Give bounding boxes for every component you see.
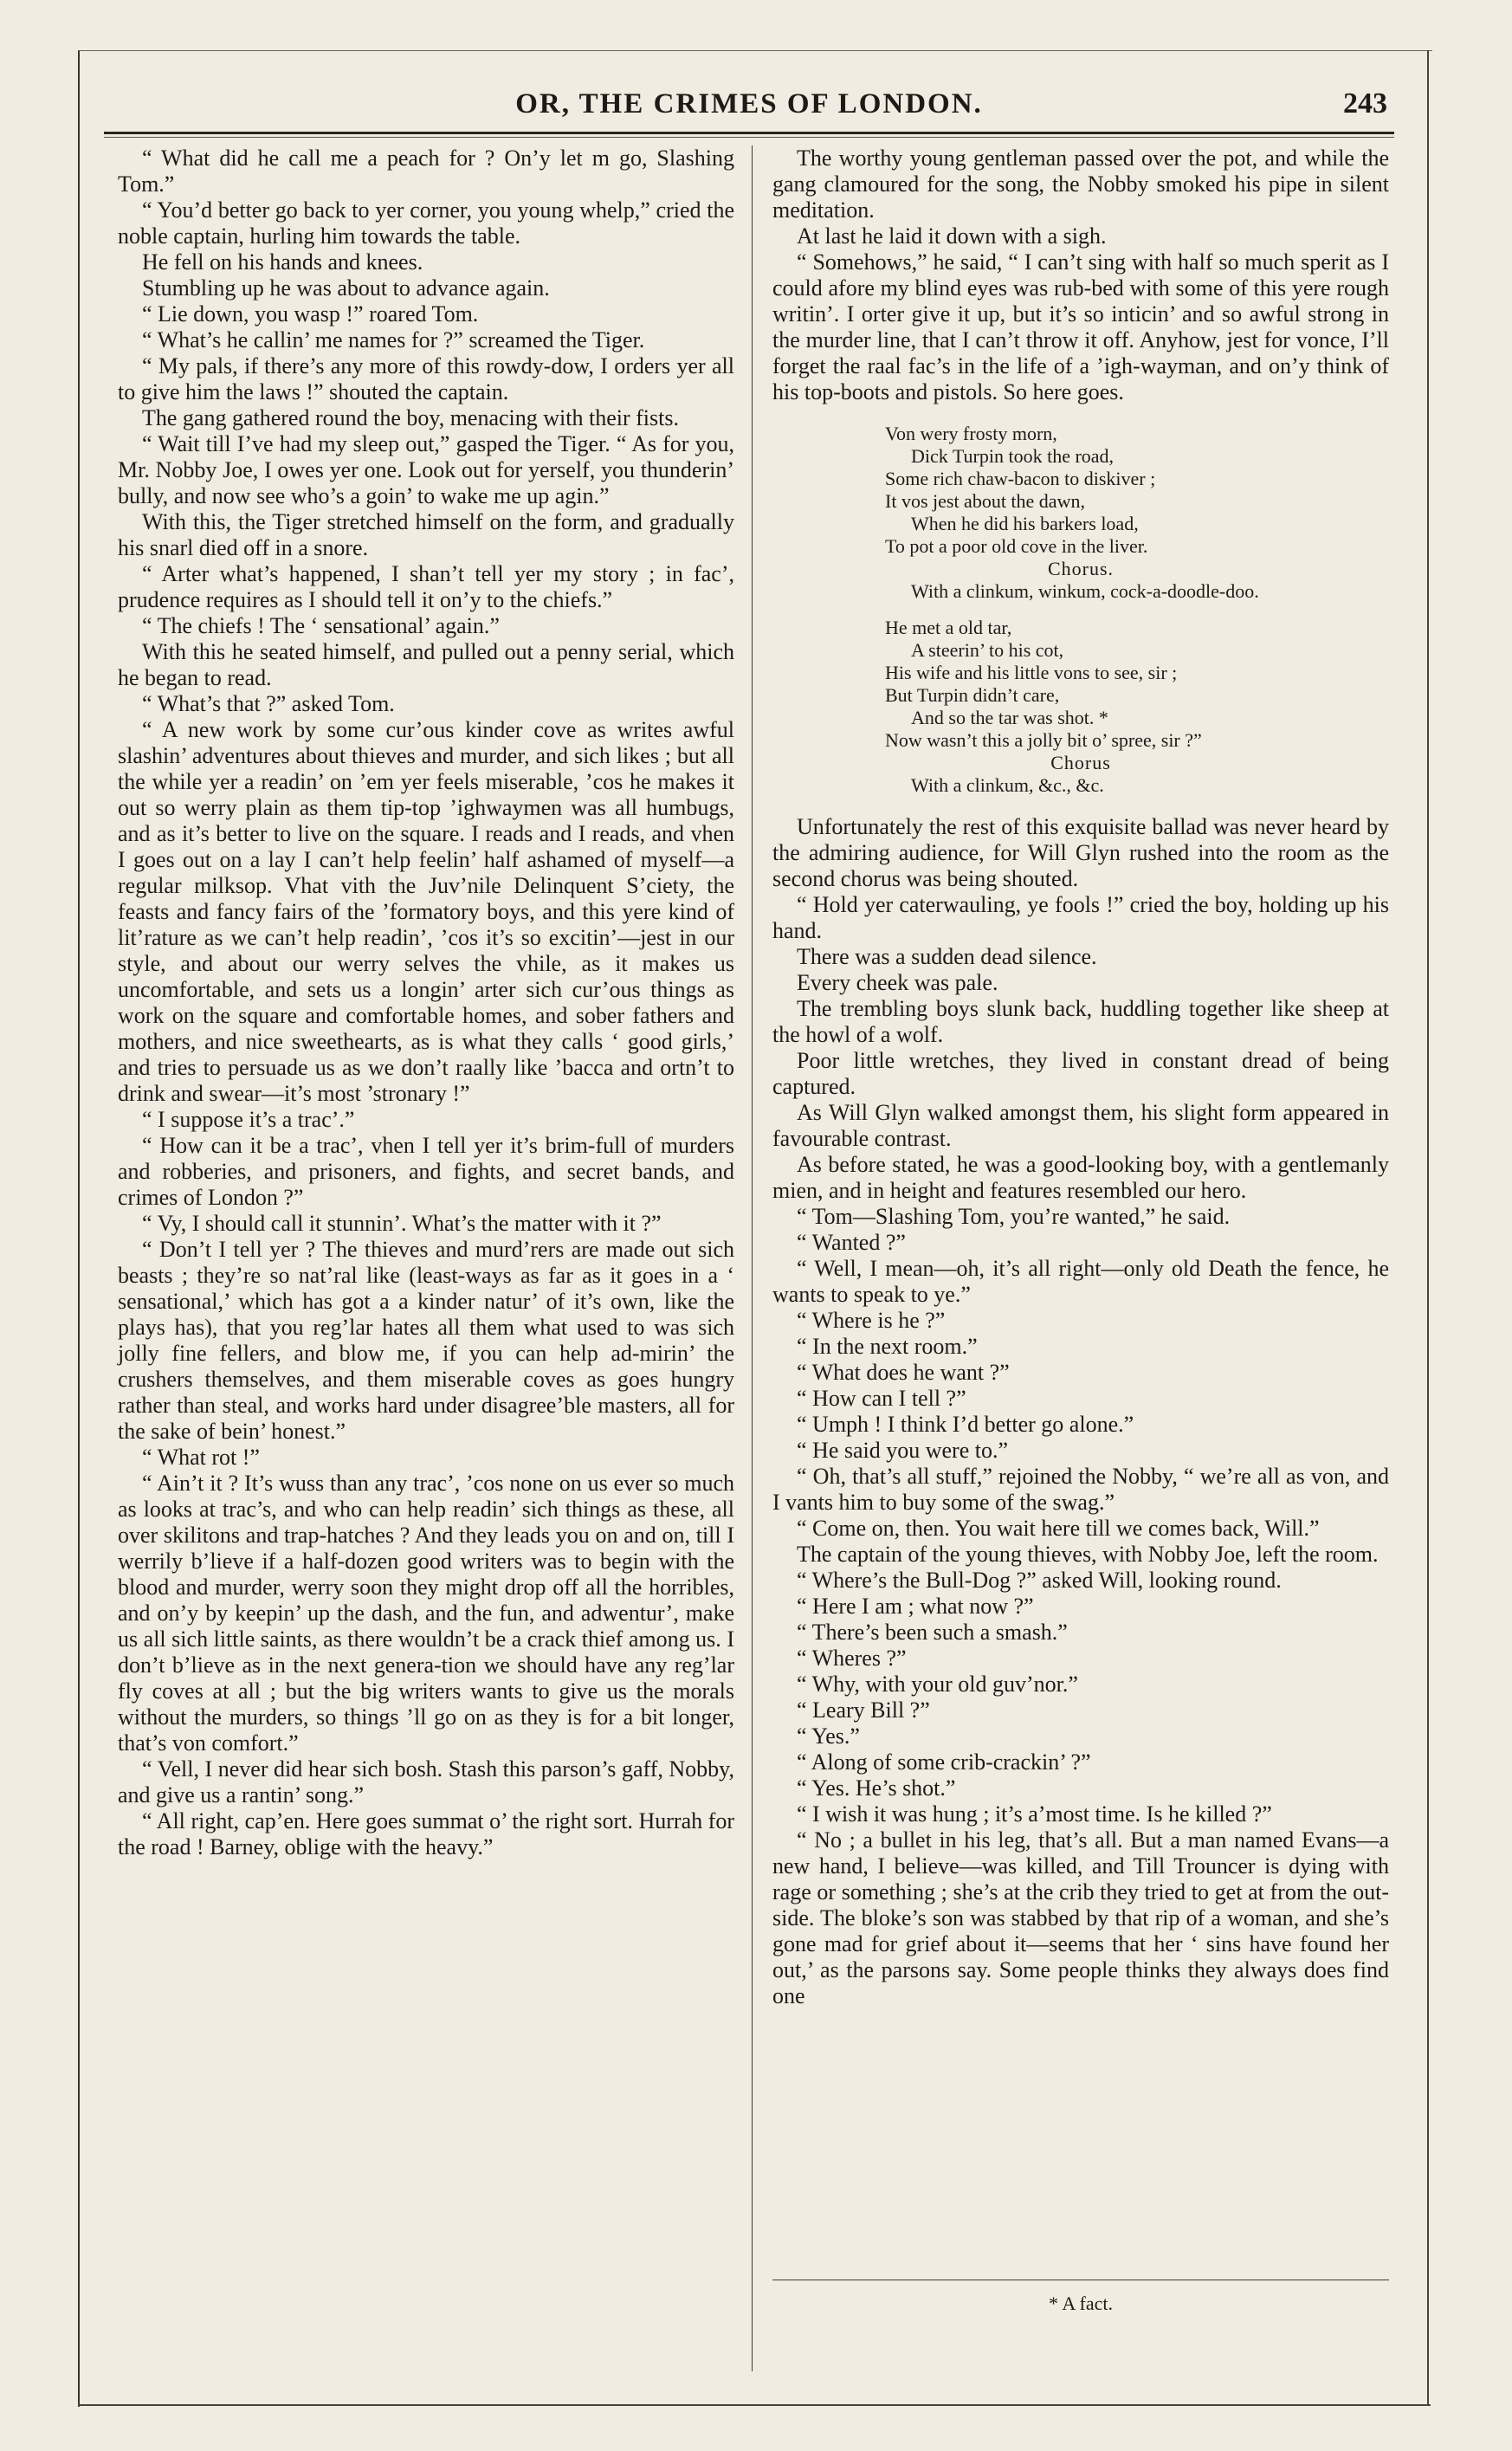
paragraph: Stumbling up he was about to advance again. — [142, 275, 550, 301]
verse-line: Some rich chaw-bacon to diskiver ; — [885, 468, 1156, 489]
paragraph: “ A new work by some cur’ous kinder cove as writes awful slashin’ adventures about thieves and murder, and sich likes ; but all the while yer a readin’ on ’em yer feels miserable, ’cos he makes it out so werry plain as them tip-top ’ighwaymen was all humbugs, and as it’s better to live on the square. I reads and I reads, and vhen I goes out on a lay I can’t help feelin’ half ashamed of myself—a regular milksop. Vhat vith the Juv’nile Delinquent S’ciety, the feasts and fancy fairs of the ’formatory boys, and this yere kind of lit’rature as we can’t help readin’, ’cos it’s so excitin’—jest in our style, and about our werry selves the vhile, as it makes us uncomfortable, and sets us a longin’ arter sich cur’ous things as work on the square and comfortable homes, and sober fathers and mothers, and nice sweethearts, as is what they calls ‘ good girls,’ and tries to persuade us as we don’t raally like ’bacca and ortn’t to drink and swear—it’s most ’stronary !” — [118, 717, 734, 1106]
paragraph: “ Ain’t it ? It’s wuss than any trac’, ’cos none on us ever so much as looks at trac’s, and who can help readin’ sich things as these, all over skilitons and trap-hatches ? And they leads you on and on, till I werrily b’lieve if a half-dozen good writers was to begin with the blood and murder, werry soon they might drop off all the horribles, and on’y by keepin’ up the dash, and the fun, and adwentur’, make us all sich little saints, as there wouldn’t be a crack thief among us. I don’t b’lieve as in the next genera-tion we should have any reg’lar fly coves at all ; but the big writers wants to give us the morals without the murders, so things ’ll go on as they is for a bit longer, that’s von comfort.” — [118, 1471, 734, 1756]
header-rule-thin — [104, 137, 1394, 138]
paragraph: “ How can it be a trac’, vhen I tell yer it’s brim-full of murders and robberies, and prisoners, and fights, and secret bands, and crimes of London ?” — [118, 1133, 734, 1210]
paragraph: “ I wish it was hung ; it’s a’most time. Is he killed ?” — [797, 1801, 1272, 1827]
paragraph: “ What did he call me a peach for ? On’y let m go, Slashing Tom.” — [118, 146, 734, 197]
paragraph: “ Tom—Slashing Tom, you’re wanted,” he said. — [797, 1204, 1231, 1229]
paragraph: He fell on his hands and knees. — [142, 249, 423, 275]
paragraph: “ What’s that ?” asked Tom. — [142, 691, 395, 716]
paragraph: “ My pals, if there’s any more of this rowdy-dow, I orders yer all to give him the laws !” shouted the captain. — [118, 353, 734, 404]
paragraph: “ Wait till I’ve had my sleep out,” gasped the Tiger. “ As for you, Mr. Nobby Joe, I owes yer one. Look out for yerself, you thunderin’ bully, and now see who’s a goin’ to wake me up agin.” — [118, 431, 734, 508]
paragraph: “ Here I am ; what now ?” — [797, 1594, 1034, 1619]
paragraph: “ How can I tell ?” — [797, 1386, 966, 1411]
left-column — [118, 146, 734, 1860]
footnote: * A fact. — [1049, 2293, 1113, 2314]
stanza — [772, 423, 1389, 603]
paragraph: Every cheek was pale. — [797, 970, 998, 995]
paragraph: “ What does he want ?” — [797, 1360, 1010, 1385]
paragraph: “ Lie down, you wasp !” roared Tom. — [142, 301, 479, 327]
paragraph: Poor little wretches, they lived in constant dread of being captured. — [772, 1048, 1389, 1099]
paragraph: “ Vy, I should call it stunnin’. What’s the matter with it ?” — [142, 1211, 662, 1236]
paragraph: “ Umph ! I think I’d better go alone.” — [797, 1412, 1134, 1437]
paragraph: “ Arter what’s happened, I shan’t tell yer my story ; in fac’, prudence requires as I should tell it on’y to the chiefs.” — [118, 561, 734, 612]
paragraph: “ Don’t I tell yer ? The thieves and murd’rers are made out sich beasts ; they’re so nat’ral like (least-ways as far as it goes in a ‘ sensational,’ which has got a a kinder natur’ of it’s own, like the plays has), that you reg’lar hates all them what used to was sich jolly fine fellers, and blow me, if you can help ad-mirin’ the crushers themselves, and them miserable coves as goes hungry rather than steal, and works hard under disagree’ble masters, all for the sake of bein’ honest.” — [118, 1237, 734, 1444]
verse-line: But Turpin didn’t care, — [885, 684, 1060, 706]
paragraph: The captain of the young thieves, with Nobby Joe, left the room. — [797, 1542, 1379, 1567]
verse-line: His wife and his little vons to see, sir ; — [885, 662, 1178, 683]
chorus-line: With a clinkum, winkum, cock-a-doodle-doo. — [911, 580, 1259, 602]
chorus-line: With a clinkum, &c., &c. — [911, 774, 1104, 796]
paragraph: The worthy young gentleman passed over the pot, and while the gang clamoured for the song, the Nobby smoked his pipe in silent meditation. — [772, 146, 1389, 223]
paragraph: As Will Glyn walked amongst them, his slight form appeared in favourable contrast. — [772, 1100, 1389, 1151]
header-rule — [104, 132, 1394, 134]
paragraph: “ No ; a bullet in his leg, that’s all. But a man named Evans—a new hand, I believe—was killed, and Till Trouncer is dying with rage or something ; she’s at the crib they tried to get at from the out-side. The bloke’s son was stabbed by that rip of a woman, and she’s gone mad for grief about it—seems that her ‘ sins have found her out,’ as the parsons say. Some people thinks they always does find one — [772, 1827, 1389, 2008]
verse-line: Dick Turpin took the road, — [911, 445, 1115, 467]
verse-line: Now wasn’t this a jolly bit o’ spree, sir ?” — [885, 729, 1202, 751]
paragraph: “ Why, with your old guv’nor.” — [797, 1672, 1078, 1697]
paragraph: “ There’s been such a smash.” — [797, 1620, 1068, 1645]
verse-line: Von wery frosty morn, — [885, 423, 1057, 444]
paragraph: The trembling boys slunk back, huddling together like sheep at the howl of a wolf. — [772, 996, 1389, 1047]
paragraph: “ The chiefs ! The ‘ sensational’ again.” — [142, 613, 500, 638]
paragraph: There was a sudden dead silence. — [797, 944, 1097, 969]
verse-line: To pot a poor old cove in the liver. — [885, 535, 1148, 557]
paragraph: “ Hold yer caterwauling, ye fools !” cried the boy, holding up his hand. — [772, 892, 1389, 943]
paragraph: “ What rot !” — [142, 1445, 260, 1470]
paragraph: “ Yes. He’s shot.” — [797, 1775, 956, 1801]
paragraph: “ I suppose it’s a trac’.” — [142, 1107, 355, 1132]
chorus-heading: Chorus. — [1047, 558, 1115, 579]
stanza — [772, 617, 1389, 797]
paragraph: Unfortunately the rest of this exquisite ballad was never heard by the admiring audience, for Will Glyn rushed into the room as the second chorus was being shouted. — [772, 814, 1389, 891]
song-verse — [772, 423, 1389, 797]
page-edge-bottom — [78, 2404, 1431, 2406]
page-number: 243 — [1343, 87, 1387, 120]
paragraph: “ Leary Bill ?” — [797, 1698, 930, 1723]
paragraph: “ What’s he callin’ me names for ?” screamed the Tiger. — [142, 327, 645, 352]
paragraph: “ Wanted ?” — [797, 1230, 906, 1255]
paragraph: “ Oh, that’s all stuff,” rejoined the Nobby, “ we’re all as von, and I vants him to buy some of the swag.” — [772, 1464, 1389, 1515]
chorus-heading: Chorus — [1050, 752, 1111, 773]
right-column — [772, 146, 1389, 2009]
paragraph: “ Come on, then. You wait here till we comes back, Will.” — [797, 1516, 1320, 1541]
paragraph: “ Wheres ?” — [797, 1646, 907, 1671]
verse-line: And so the tar was shot. * — [911, 707, 1108, 728]
verse-line: A steerin’ to his cot, — [911, 639, 1064, 661]
running-title: OR, THE CRIMES OF LONDON. — [515, 88, 983, 120]
page-header — [104, 83, 1394, 132]
paragraph: “ In the next room.” — [797, 1334, 978, 1359]
page-edge-right — [1427, 50, 1429, 2406]
paragraph: At last he laid it down with a sigh. — [797, 223, 1107, 249]
paragraph: With this he seated himself, and pulled out a penny serial, which he began to read. — [118, 639, 734, 690]
paragraph: “ Along of some crib-crackin’ ?” — [797, 1749, 1091, 1775]
paragraph: With this, the Tiger stretched himself on the form, and gradually his snarl died off in a snore. — [118, 509, 734, 560]
paragraph: “ Somehows,” he said, “ I can’t sing with half so much sperit as I could afore my blind eyes was rub-bed with some of this yere rough writin’. I orter give it up, but it’s so inticin’ and so awful strong in the murder line, that I can’t throw it off. Anyhow, jest for vonce, I’ll forget the raal fac’s in the life of a ’igh-wayman, and on’y think of his top-boots and pistols. So here goes. — [772, 249, 1389, 404]
paragraph: “ Where’s the Bull-Dog ?” asked Will, looking round. — [797, 1568, 1282, 1593]
paragraph: “ Well, I mean—oh, it’s all right—only old Death the fence, he wants to speak to ye.” — [772, 1256, 1389, 1307]
paragraph: “ He said you were to.” — [797, 1438, 1009, 1463]
column-divider — [752, 146, 753, 2371]
paragraph: “ You’d better go back to yer corner, you young whelp,” cried the noble captain, hurling him towards the table. — [118, 197, 734, 249]
paragraph: “ Yes.” — [797, 1723, 860, 1749]
paragraph: The gang gathered round the boy, menacing with their fists. — [142, 405, 679, 430]
paragraph: “ Vell, I never did hear sich bosh. Stash this parson’s gaff, Nobby, and give us a rantin’ song.” — [118, 1756, 734, 1808]
paragraph: “ Where is he ?” — [797, 1308, 946, 1333]
verse-line: It vos jest about the dawn, — [885, 490, 1085, 512]
paragraph: “ All right, cap’en. Here goes summat o’ the right sort. Hurrah for the road ! Barney, oblige with the heavy.” — [118, 1808, 734, 1859]
verse-line: He met a old tar, — [885, 617, 1012, 638]
paragraph: As before stated, he was a good-looking boy, with a gentlemanly mien, and in height and features resembled our hero. — [772, 1152, 1389, 1203]
verse-line: When he did his barkers load, — [911, 513, 1139, 534]
